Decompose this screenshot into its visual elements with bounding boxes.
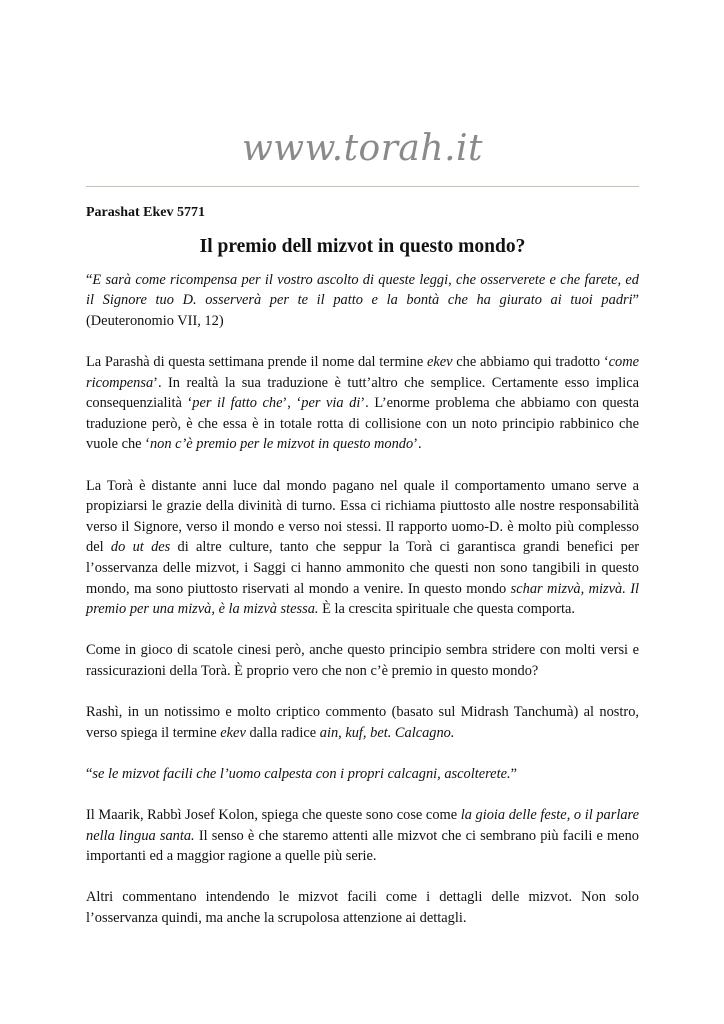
article-title: Il premio dell mizvot in questo mondo? [199,235,526,257]
paragraph-parasha: La Parashà di questa settimana prende il nome dal termine ekev che abbiamo qui tradotto ‘come ricompensa’. In realtà la sua traduzione è tutt’altro che semplice. Certamente esso implica consequenzialità ‘per il fatto che’, ‘per via di’. L’enorme problema che abbiamo con questa traduzione però, è che essa è in totale rotta di collisione con un noto principio rabbinico che vuole che ‘non c’è premio per le mizvot in questo mondo’. [86,353,640,453]
paragraph-tora: La Torà è distante anni luce dal mondo pagano nel quale il comportamento umano serve a propiziarsi le grazie della divinità di turno. Essa ci richiama piuttosto alle nostre responsabilità verso il Signore, verso il mondo e verso noi stessi. Il rapporto uomo-D. è molto più complesso del do ut des di altre culture, tanto che seppur la Torà ci garantisca grandi benefici per l’osservanza delle mizvot, i Saggi ci hanno ammonito che questi non sono tangibili in questo mondo, ma sono piuttosto riservati al mondo a venire. In questo mondo schar mizvà, mizvà. Il premio per una mizvà, è la mizvà stessa. È la crescita spirituale che questa comporta. [86,477,640,618]
site-logo: www.torah.it [241,128,484,169]
header-divider [86,186,639,187]
paragraph-quote: “E sarà come ricompensa per il vostro ascolto di queste leggi, che osserverete e che farete, ed il Signore tuo D. osserverà per te il patto e la bontà che ha giurato ai tuoi padri” (Deuteronomio VII, 12) [86,271,639,329]
article-body [86,203,639,949]
parasha-label: Parashat Ekev 5771 [86,205,205,220]
paragraph-rashi: Rashì, in un notissimo e molto criptico commento (basato sul Midrash Tanchumà) al nostro, verso spiega il termine ekev dalla radice ain, kuf, bet. Calcagno. [86,704,639,741]
paragraph-citation: “se le mizvot facili che l’uomo calpesta con i propri calcagni, ascolterete.” [86,765,517,782]
paragraph-maarik: Il Maarik, Rabbì Josef Kolon, spiega che queste sono cose come la gioia delle feste, o il parlare nella lingua santa. Il senso è che staremo attenti alle mizvot che ci sembrano più facili e meno importanti ed a maggior ragione a quelle più serie. [86,807,639,865]
paragraph-scatole: Come in gioco di scatole cinesi però, anche questo principio sembra stridere con molti versi e rassicurazioni della Torà. È proprio vero che non c’è premio in questo mondo? [86,642,639,679]
paragraph-altri: Altri commentano intendendo le mizvot facili come i dettagli delle mizvot. Non solo l’osservanza quindi, ma anche la scrupolosa attenzione ai dettagli. [86,889,639,926]
